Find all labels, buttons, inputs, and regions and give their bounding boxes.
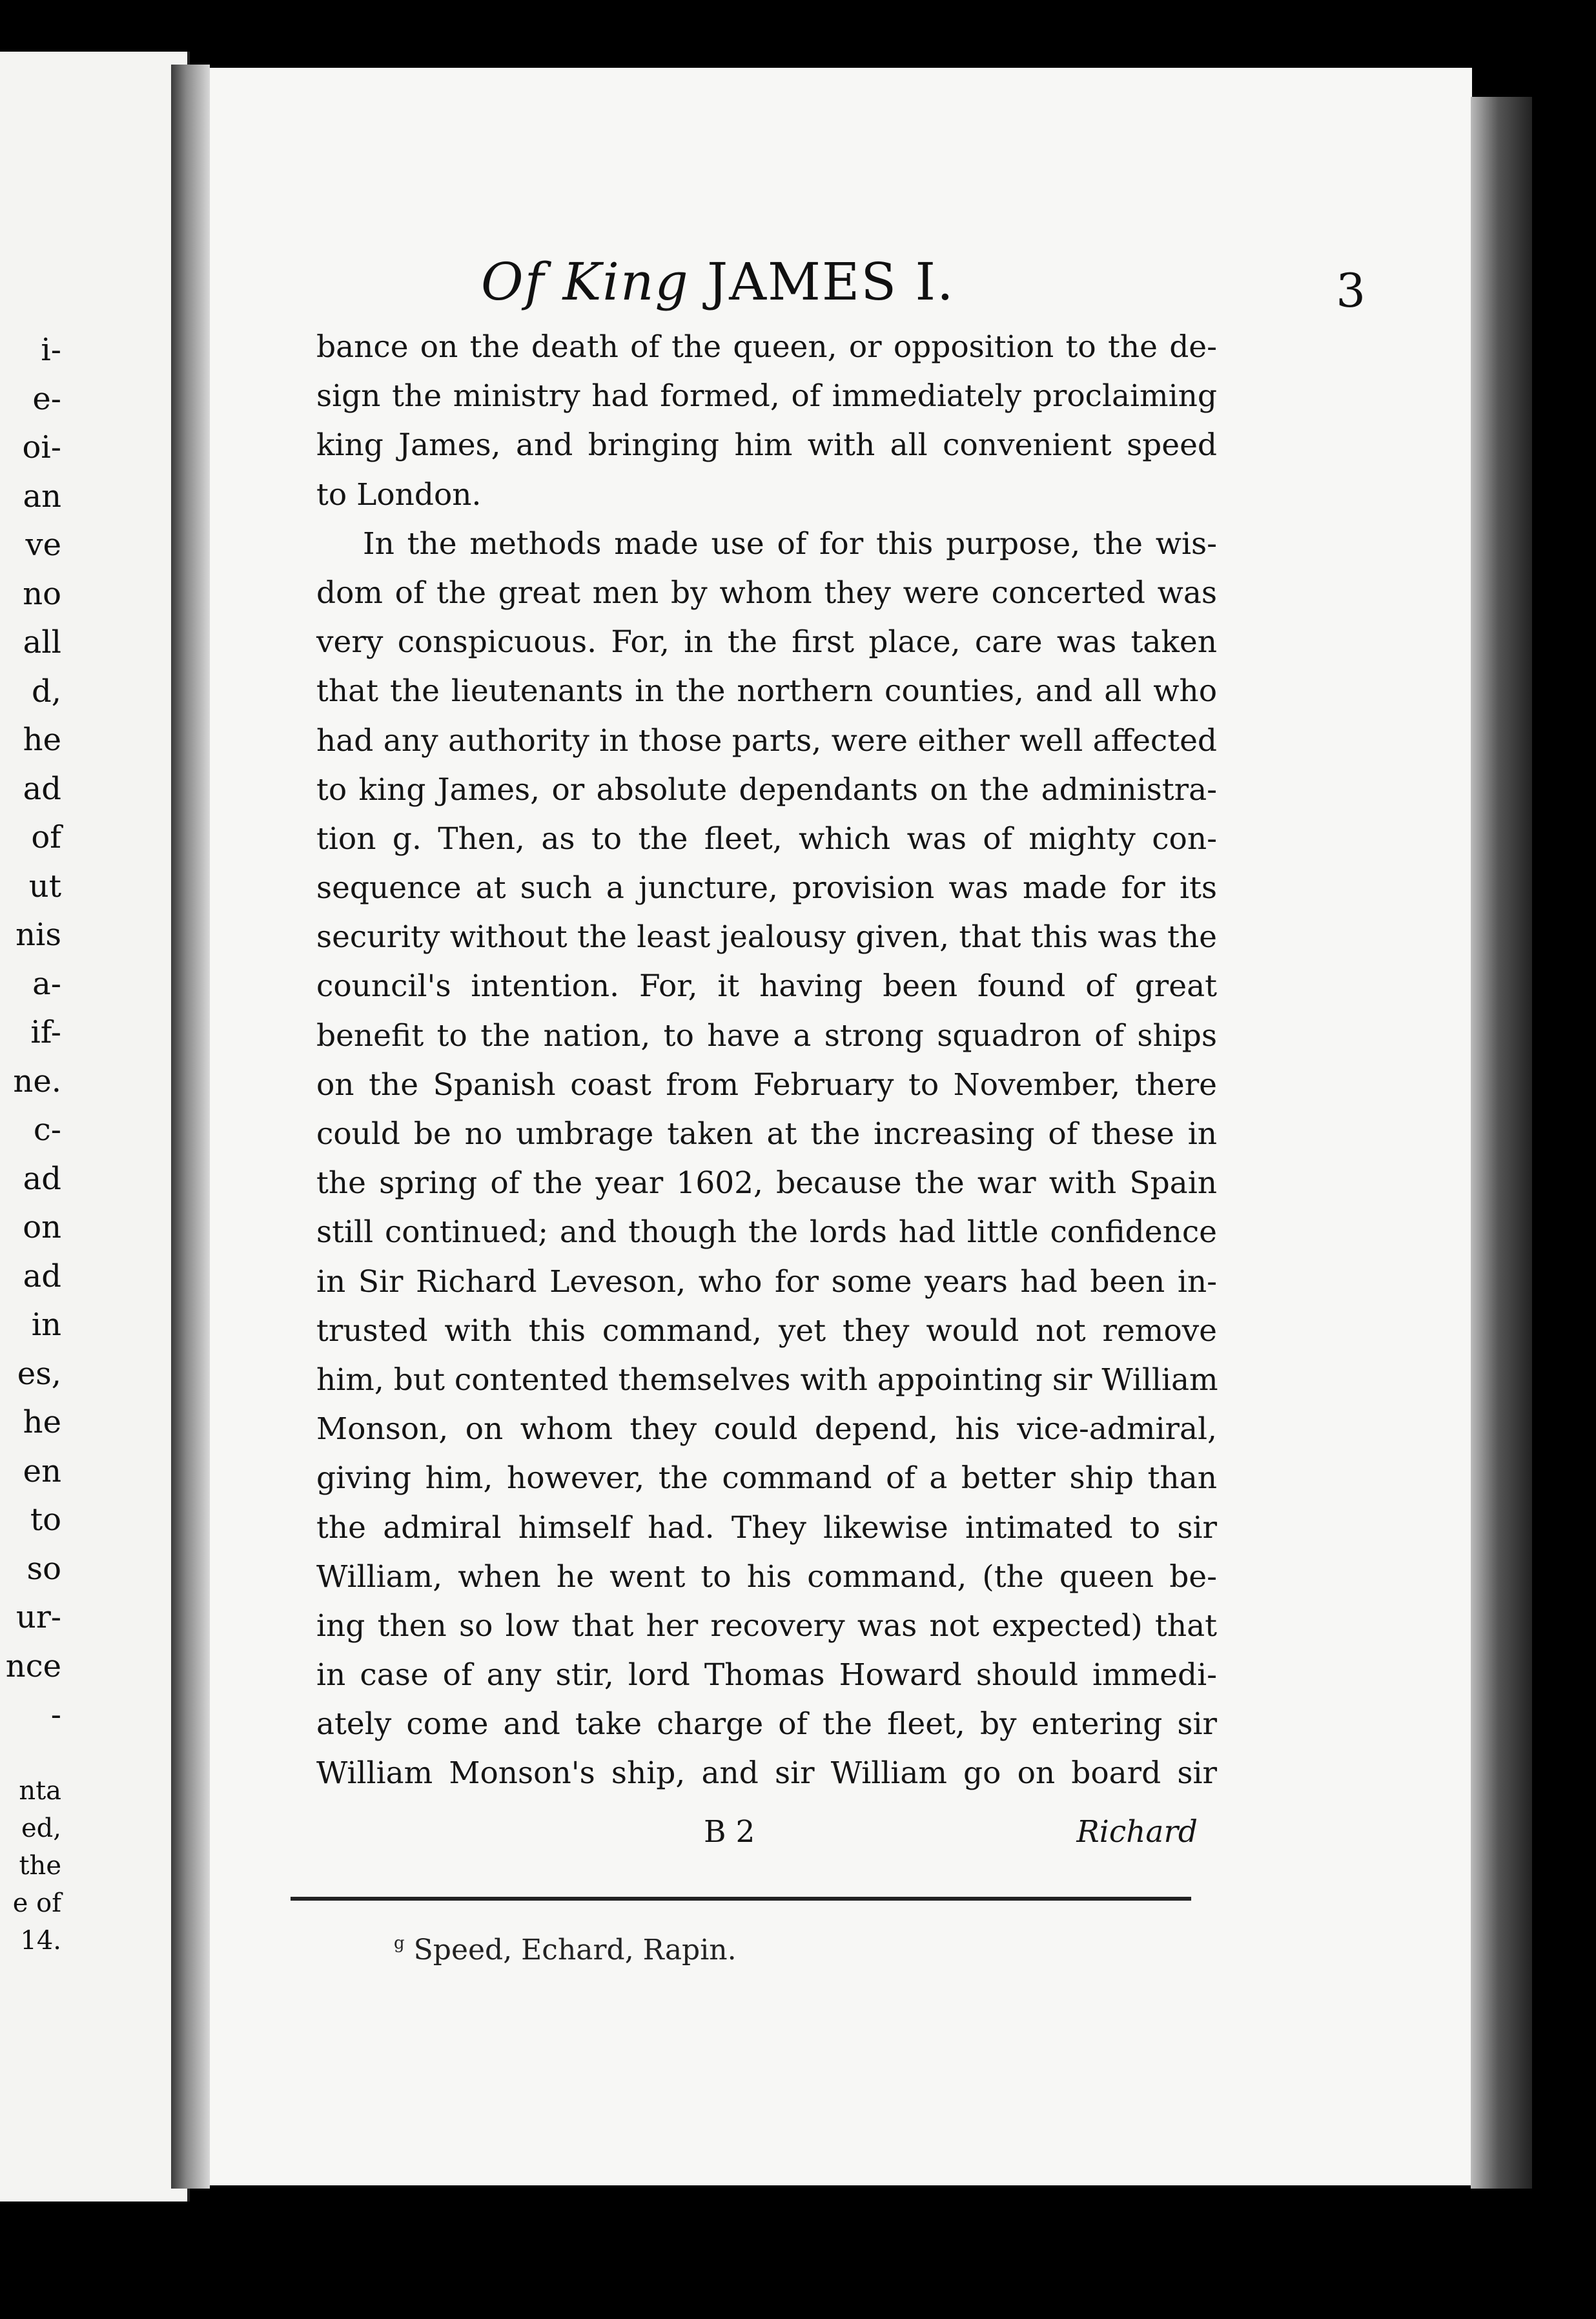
left-text-fragment: to	[30, 1502, 61, 1538]
left-text-fragment: he	[23, 1404, 61, 1440]
page-title	[481, 252, 955, 312]
text-line: very conspicuous. For, in the first place, care was taken	[316, 624, 1217, 660]
text-line: sequence at such a juncture, provision was made for its	[316, 870, 1217, 906]
footnote-text: Speed, Echard, Rapin.	[413, 1934, 737, 1967]
text-line: king James, and bringing him with all convenient speed	[316, 427, 1217, 464]
left-note-fragment: ed,	[21, 1813, 61, 1843]
left-text-fragment: on	[23, 1209, 61, 1245]
body-text	[316, 323, 1217, 1799]
text-line: dom of the great men by whom they were concerted was	[316, 575, 1217, 611]
left-text-fragment: ve	[25, 527, 61, 563]
text-line: to king James, or absolute dependants on the administra-	[316, 771, 1217, 808]
left-text-fragment: ne.	[13, 1063, 61, 1099]
footnote-rule	[291, 1897, 1191, 1901]
text-line: William, when he went to his command, (the queen be-	[316, 1558, 1217, 1595]
text-line: ing then so low that her recovery was not expected) that	[316, 1608, 1217, 1644]
left-text-fragment: i-	[41, 332, 61, 368]
text-line: bance on the death of the queen, or opposition to the de-	[316, 329, 1217, 365]
left-text-fragment: e-	[32, 380, 61, 417]
left-text-fragment: a-	[32, 965, 61, 1002]
page-title-main: JAMES I.	[707, 252, 955, 312]
text-line: benefit to the nation, to have a strong squadron of ships	[316, 1017, 1217, 1054]
left-note-fragment: e of	[12, 1888, 61, 1918]
left-text-fragment: nis	[15, 917, 61, 953]
left-text-fragment: ad	[23, 1258, 61, 1294]
left-text-fragment: d,	[32, 673, 61, 710]
text-line: tion g. Then, as to the fleet, which was of mighty con-	[316, 821, 1217, 857]
text-line: sign the ministry had formed, of immediately proclaiming	[316, 378, 1217, 414]
left-text-fragment: in	[31, 1307, 61, 1343]
text-line: that the lieutenants in the northern counties, and all who	[316, 673, 1217, 710]
text-line: him, but contented themselves with appointing sir William	[316, 1362, 1218, 1398]
text-line: the admiral himself had. They likewise intimated to sir	[316, 1509, 1217, 1546]
left-text-fragment: so	[26, 1550, 61, 1587]
page-edge-shadow	[1471, 97, 1532, 2189]
text-line: security without the least jealousy given, that this was the	[316, 919, 1217, 955]
left-text-fragment: en	[23, 1453, 61, 1489]
left-text-fragment: an	[23, 478, 61, 515]
left-text-fragment: nce	[5, 1648, 61, 1684]
text-line: William Monson's ship, and sir William go on board sir	[316, 1755, 1217, 1792]
left-note-fragment: 14.	[20, 1926, 61, 1956]
left-text-fragment: of	[31, 819, 61, 855]
left-note-fragment: nta	[19, 1776, 61, 1806]
text-line: had any authority in those parts, were either well affected	[316, 722, 1217, 759]
text-line: giving him, however, the command of a better ship than	[316, 1460, 1217, 1497]
signature-mark: B 2	[704, 1814, 755, 1850]
book-gutter	[171, 65, 210, 2189]
text-line: council's intention. For, it having been found of great	[316, 968, 1217, 1005]
left-text-fragment: if-	[30, 1014, 61, 1050]
footnote	[394, 1934, 737, 1967]
page-foot	[316, 1814, 1198, 1866]
text-line: to London.	[316, 476, 482, 513]
left-text-fragment: ad	[23, 770, 61, 807]
text-line: ately come and take charge of the fleet, by entering sir	[316, 1706, 1217, 1742]
text-line: on the Spanish coast from February to November, there	[316, 1067, 1217, 1103]
left-text-fragment: all	[23, 624, 61, 660]
text-line: in case of any stir, lord Thomas Howard should immedi-	[316, 1657, 1217, 1693]
left-text-fragment: ut	[28, 868, 61, 904]
footnote-mark: g	[394, 1934, 405, 1953]
page-title-prefix: Of King	[481, 252, 690, 312]
text-line: Monson, on whom they could depend, his vice-admiral,	[316, 1411, 1217, 1447]
text-line: the spring of the year 1602, because the war with Spain	[316, 1165, 1217, 1201]
left-text-fragment: he	[23, 722, 61, 758]
left-text-fragment: ad	[23, 1160, 61, 1197]
catchword: Richard	[1076, 1814, 1198, 1850]
text-line: in Sir Richard Leveson, who for some years had been in-	[316, 1263, 1217, 1300]
left-note-fragment: the	[19, 1851, 61, 1881]
page-number: 3	[1336, 263, 1366, 318]
text-line: could be no umbrage taken at the increasing of these in	[316, 1116, 1217, 1152]
text-line: still continued; and though the lords had little confidence	[316, 1214, 1217, 1251]
left-text-fragment: oi-	[22, 429, 61, 465]
left-text-fragment: -	[50, 1697, 61, 1733]
running-head	[268, 252, 1366, 323]
left-text-fragment: no	[23, 575, 61, 612]
left-text-fragment: es,	[17, 1355, 61, 1392]
text-line: In the methods made use of for this purpose, the wis-	[363, 526, 1217, 562]
text-line: trusted with this command, yet they would not remove	[316, 1313, 1217, 1349]
left-text-fragment: c-	[33, 1112, 61, 1148]
left-text-fragment: ur-	[15, 1599, 61, 1635]
